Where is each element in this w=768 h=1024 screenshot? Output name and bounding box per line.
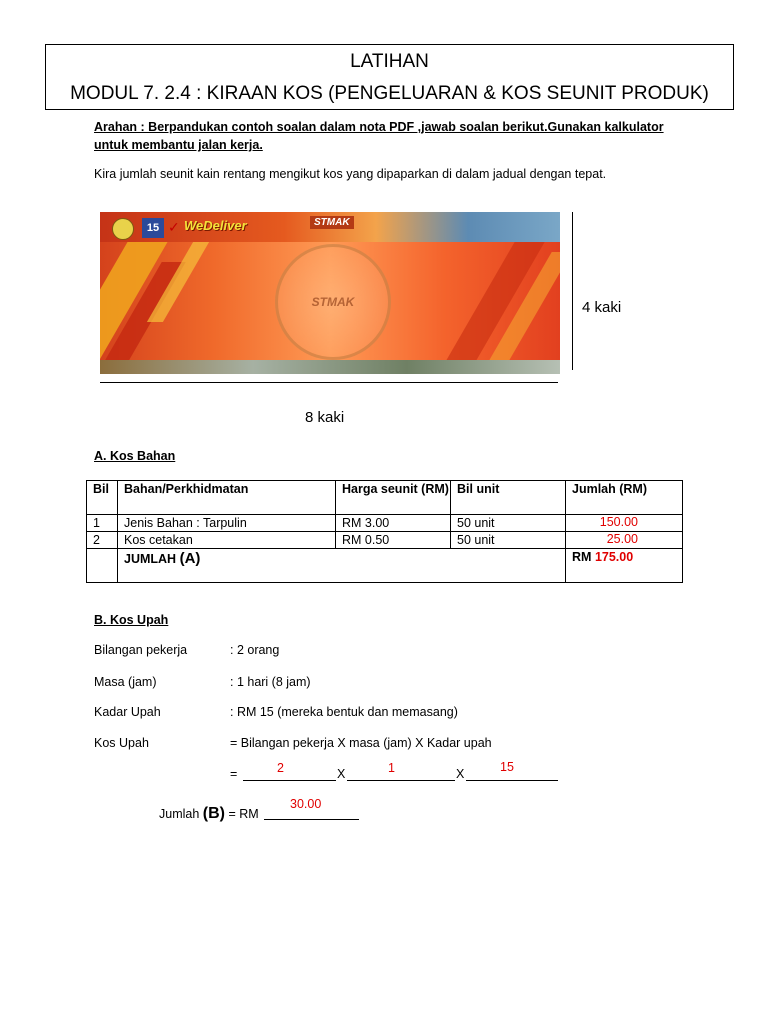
value-bilangan-pekerja: : 2 orang [230,643,280,657]
arahan-line1: Arahan : Berpandukan contoh soalan dalam nota PDF ,jawab soalan berikut.Gunakan kalkulator [94,120,664,134]
logo-15-icon: 15 [142,218,164,238]
value-masa: : 1 hari (8 jam) [230,675,311,689]
row-total-cell [566,515,683,532]
question-text: Kira jumlah seunit kain rentang mengikut kos yang dipaparkan di dalam jadual dengan tepat. [94,167,607,181]
blank-line-jumlah [264,819,359,820]
answer-3: 15 [500,760,514,774]
table-row [87,515,683,532]
emblem-text: STMAK [311,295,355,309]
total-value-cell [566,549,683,583]
label-kos-upah: Kos Upah [94,736,149,750]
header-bahan: Bahan/Perkhidmatan [118,481,336,515]
height-dimension-line [572,212,573,370]
row-item: Kos cetakan [118,532,336,549]
row-units: 50 unit [451,532,566,549]
row-bil: 2 [87,532,118,549]
value-kadar-upah: : RM 15 (mereka bentuk dan memasang) [230,705,458,719]
jumlah-b-value: 30.00 [290,797,322,811]
jumlah-eq: = RM [228,807,259,821]
height-label: 4 kaki [582,299,622,316]
title-box [45,44,734,110]
total-letter-a: (A) [179,550,201,567]
banner-bottom-strip [100,360,560,374]
row-total: 150.00 [599,515,638,529]
wedeliver-slogan: WeDeliver [184,218,247,233]
row-item: Jenis Bahan : Tarpulin [118,515,336,532]
label-bilangan-pekerja: Bilangan pekerja [94,643,188,657]
table-total-row [87,549,683,583]
row-price: RM 3.00 [336,515,451,532]
title-modul: MODUL 7. 2.4 : KIRAAN KOS (PENGELUARAN & KOS SEUNIT PRODUK) [70,83,709,104]
row-total: 25.00 [606,532,638,546]
width-dimension-line [100,382,558,383]
total-empty-cell [87,549,118,583]
row-price: RM 0.50 [336,532,451,549]
formula-equals: = [230,767,238,781]
section-a-title: A. Kos Bahan [94,449,176,463]
blank-line-2 [347,780,455,781]
formula-x-1: X [337,767,346,781]
header-bil-unit: Bil unit [451,481,566,515]
total-value: 175.00 [594,550,634,564]
label-masa: Masa (jam) [94,675,157,689]
answer-1: 2 [277,761,284,775]
table-header-row [87,481,683,515]
school-emblem-icon [275,244,391,360]
jumlah-letter-b: (B) [202,805,225,822]
check-mark-icon: ✓ [168,219,180,235]
label-kadar-upah: Kadar Upah [94,705,161,719]
jumlah-label: Jumlah [159,807,200,821]
blank-line-1 [243,780,336,781]
kos-bahan-table [86,480,683,583]
header-bil: Bil [87,481,118,515]
answer-2: 1 [388,761,395,775]
row-bil: 1 [87,515,118,532]
blank-line-3 [466,780,558,781]
arahan-line2: untuk membantu jalan kerja. [94,138,263,152]
table-row [87,532,683,549]
stmak-brand: STMAK [310,216,354,229]
total-label: JUMLAH [124,552,177,566]
total-currency: RM [572,550,592,564]
total-label-cell [118,549,566,583]
width-label: 8 kaki [305,409,345,426]
formula-x-2: X [456,767,465,781]
banner-image [100,212,560,374]
title-latihan: LATIHAN [350,51,429,72]
section-b-title: B. Kos Upah [94,613,169,627]
value-kos-upah-formula: = Bilangan pekerja X masa (jam) X Kadar upah [230,736,492,750]
row-units: 50 unit [451,515,566,532]
jumlah-b-label [159,805,259,823]
header-harga: Harga seunit (RM) [336,481,451,515]
header-jumlah: Jumlah (RM) [566,481,683,515]
state-crest-icon [112,218,134,240]
row-total-cell [566,532,683,549]
